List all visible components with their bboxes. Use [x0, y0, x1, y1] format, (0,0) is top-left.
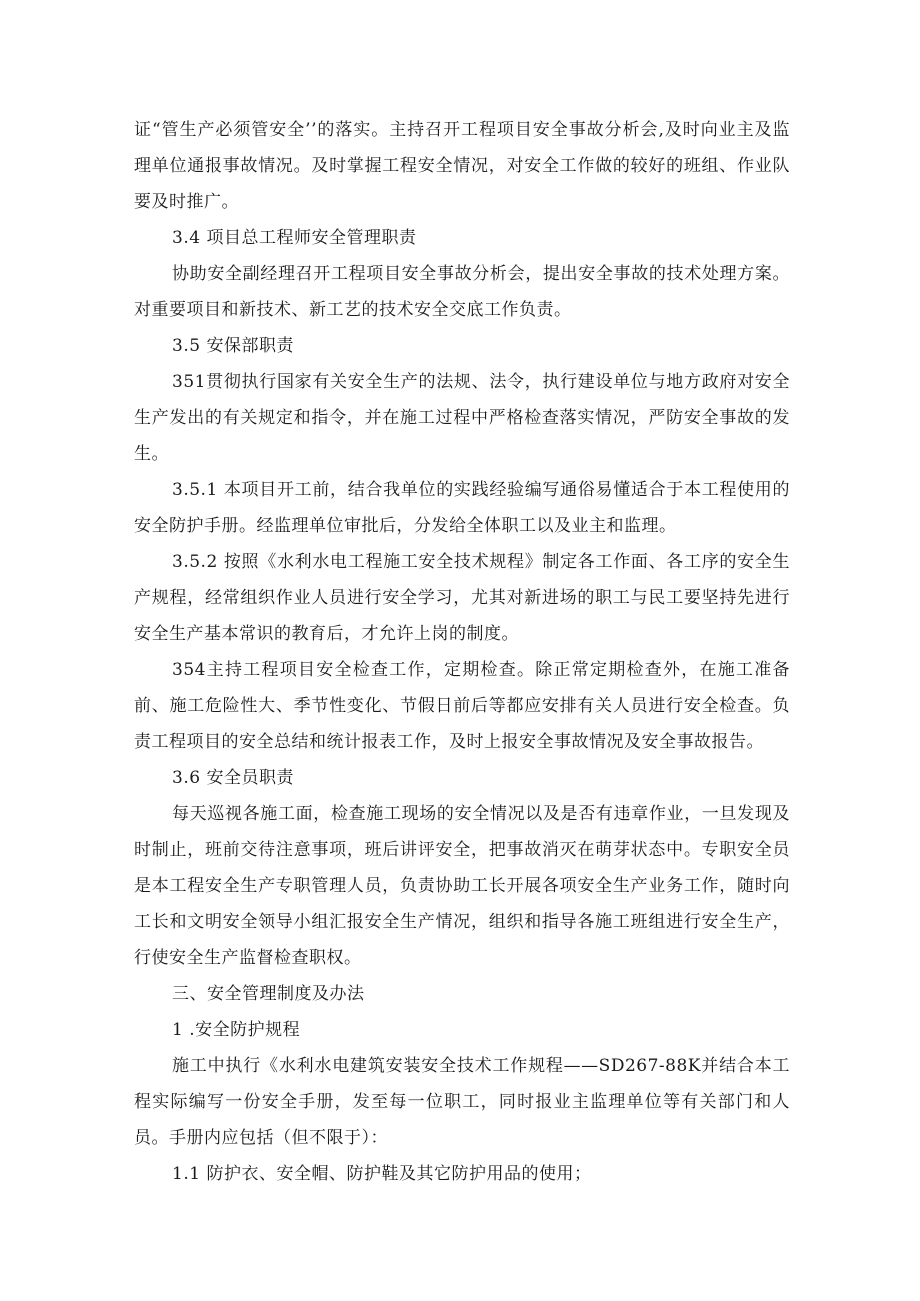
paragraph-chief-engineer-duties: 协助安全副经理召开工程项目安全事故分析会，提出安全事故的技术处理方案。对重要项目和新技术、新工艺的技术安全交底工作负责。: [134, 264, 790, 320]
paragraph-safety-protection-rules: 施工中执行《水利水电建筑安装安全技术工作规程——SD267-88K并结合本工程实际编写一份安全手册，发至每一位职工，同时报业主监理单位等有关部门和人员。手册内应包括（但不限于）：: [134, 1056, 790, 1148]
paragraph-3-5-2: 3.5.2 按照《水利水电工程施工安全技术规程》制定各工作面、各工序的安全生产规程，经常组织作业人员进行安全学习，尤其对新进场的职工与民工要坚持先进行安全生产基本常识的教育后，才允许上岗的制度。: [134, 552, 790, 644]
subsection-heading-1: 1 .安全防护规程: [172, 1020, 301, 1040]
section-heading-3-6: 3.6 安全员职责: [172, 768, 294, 788]
paragraph-3-5-intro: 351贯彻执行国家有关安全生产的法规、法令，执行建设单位与地方政府对安全生产发出的有关规定和指令，并在施工过程中严格检查落实情况，严防安全事故的发生。: [134, 372, 790, 464]
section-heading-3-4: 3.4 项目总工程师安全管理职责: [172, 228, 417, 248]
paragraph-safety-officer-duties: 每天巡视各施工面，检查施工现场的安全情况以及是否有违章作业，一旦发现及时制止，班前交待注意事项，班后讲评安全，把事故消灭在萌芽状态中。专职安全员是本工程安全生产专职管理人员，负责协助工长开展各项安全生产业务工作，随时向工长和文明安全领导小组汇报安全生产情况，组织和指导各施工班组进行安全生产，行使安全生产监督检查职权。: [134, 804, 790, 968]
list-item-1-1: 1.1 防护衣、安全帽、防护鞋及其它防护用品的使用；: [172, 1164, 592, 1184]
document-body: [134, 112, 790, 1192]
paragraph-safety-responsibility-continued: 证“管生产必须管安全’’的落实。主持召开工程项目安全事故分析会,及时向业主及监理单位通报事故情况。及时掌握工程安全情况，对安全工作做的较好的班组、作业队要及时推广。: [134, 120, 790, 212]
chapter-heading-3: 三、安全管理制度及办法: [172, 984, 365, 1004]
section-heading-3-5: 3.5 安保部职责: [172, 336, 294, 356]
paragraph-3-5-4: 354主持工程项目安全检查工作，定期检查。除正常定期检查外，在施工准备前、施工危险性大、季节性变化、节假日前后等都应安排有关人员进行安全检查。负责工程项目的安全总结和统计报表工作，及时上报安全事故情况及安全事故报告。: [134, 660, 790, 752]
paragraph-3-5-1: 3.5.1 本项目开工前，结合我单位的实践经验编写通俗易懂适合于本工程使用的安全防护手册。经监理单位审批后，分发给全体职工以及业主和监理。: [134, 480, 790, 536]
